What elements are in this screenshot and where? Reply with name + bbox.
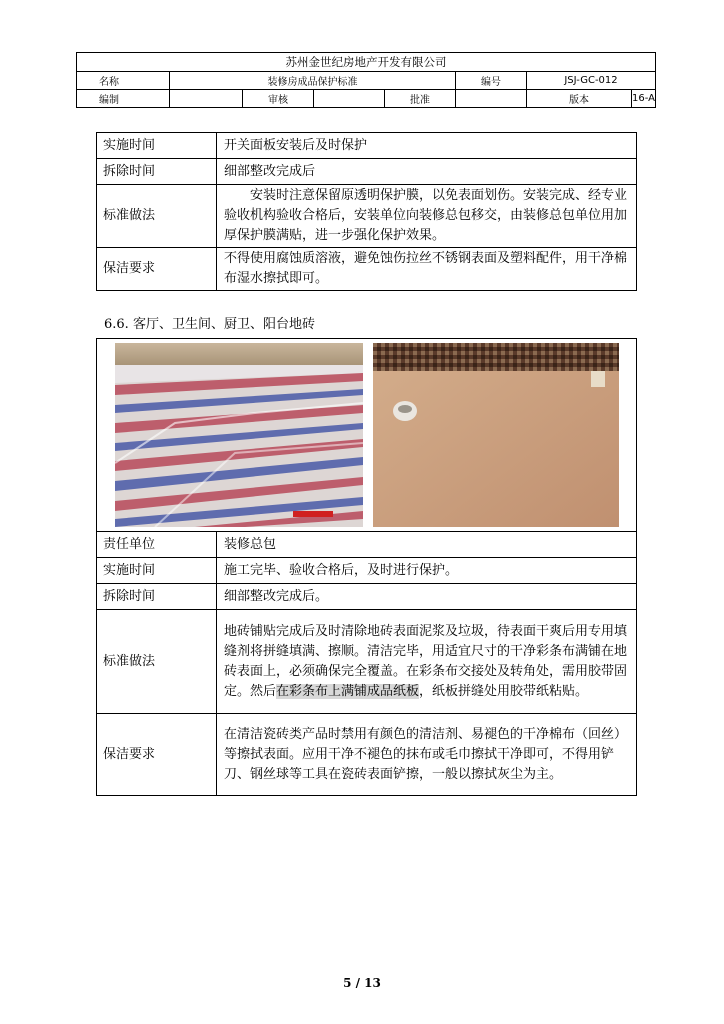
- row-key: 拆除时间: [97, 159, 217, 185]
- table-row: [97, 159, 637, 185]
- row-value-text: 地砖铺贴完成后及时清除地砖表面泥浆及垃圾，待表面干爽后用专用填缝剂将拼缝填满、擦顺。清洁完毕，用适宜尺寸的干净彩条布满铺在地砖表面上，必须确保完全覆盖。在彩条布交接处及转角处，需用胶带固定。然后: [224, 623, 628, 699]
- row-key: 标准做法: [97, 185, 217, 248]
- page-number: 5 / 13: [343, 976, 381, 990]
- row-value: 细部整改完成后: [217, 159, 637, 185]
- row-key: 标准做法: [97, 610, 217, 714]
- approve-value: [456, 90, 527, 108]
- code-value: JSJ-GC-012: [527, 72, 656, 90]
- table-row: [97, 610, 637, 714]
- switch-panel-table: [96, 132, 637, 291]
- row-key: 实施时间: [97, 133, 217, 159]
- row-key: 实施时间: [97, 558, 217, 584]
- row-value: 施工完毕、验收合格后，及时进行保护。: [217, 558, 637, 584]
- code-label: 编号: [456, 72, 527, 90]
- company-name: 苏州金世纪房地产开发有限公司: [77, 53, 656, 72]
- row-key: 保洁要求: [97, 714, 217, 796]
- row-value-text-end: ，纸板拼缝处用胶带纸粘贴。: [419, 683, 589, 699]
- table-row: [97, 133, 637, 159]
- tile-floor-photo: [373, 343, 619, 527]
- table-row: [97, 558, 637, 584]
- row-value: 不得使用腐蚀质溶液，避免蚀伤拉丝不锈钢表面及塑料配件，用干净棉布湿水擦拭即可。: [217, 248, 637, 291]
- document-header: [76, 52, 656, 108]
- version-value: 16-A: [632, 90, 656, 108]
- row-value: 在清洁瓷砖类产品时禁用有颜色的清洁剂、易褪色的干净棉布（回丝）等擦拭表面。应用干净不褪色的抹布或毛巾擦拭干净即可，不得用铲刀、钢丝球等工具在瓷砖表面铲擦，一般以擦拭灰尘为主。: [217, 714, 637, 796]
- row-key: 责任单位: [97, 532, 217, 558]
- version-label: 版本: [527, 90, 632, 108]
- tarp-covered-floor-photo: [115, 343, 363, 527]
- table-row: [97, 532, 637, 558]
- row-key: 拆除时间: [97, 584, 217, 610]
- table-row: [97, 584, 637, 610]
- table-row: [97, 185, 637, 248]
- section-title: 6.6. 客厅、卫生间、厨卫、阳台地砖: [104, 317, 315, 332]
- name-label: 名称: [77, 72, 170, 90]
- floor-tile-table: [96, 338, 637, 796]
- table-row: [97, 714, 637, 796]
- row-key: 保洁要求: [97, 248, 217, 291]
- review-label: 审核: [243, 90, 314, 108]
- row-value: 开关面板安装后及时保护: [217, 133, 637, 159]
- table-row: [97, 248, 637, 291]
- review-value: [314, 90, 385, 108]
- row-value: [217, 610, 637, 714]
- highlighted-text: 在彩条布上满铺成品纸板: [276, 683, 420, 699]
- compile-value: [170, 90, 243, 108]
- row-value: 安装时注意保留原透明保护膜，以免表面划伤。安装完成、经专业验收机构验收合格后，安装单位向装修总包移交，由装修总包单位用加厚保护膜满贴，进一步强化保护效果。: [217, 185, 637, 248]
- photo-row: [97, 339, 637, 532]
- row-value: 装修总包: [217, 532, 637, 558]
- name-value: 装修房成品保护标准: [170, 72, 456, 90]
- compile-label: 编制: [77, 90, 170, 108]
- row-value: 细部整改完成后。: [217, 584, 637, 610]
- approve-label: 批准: [385, 90, 456, 108]
